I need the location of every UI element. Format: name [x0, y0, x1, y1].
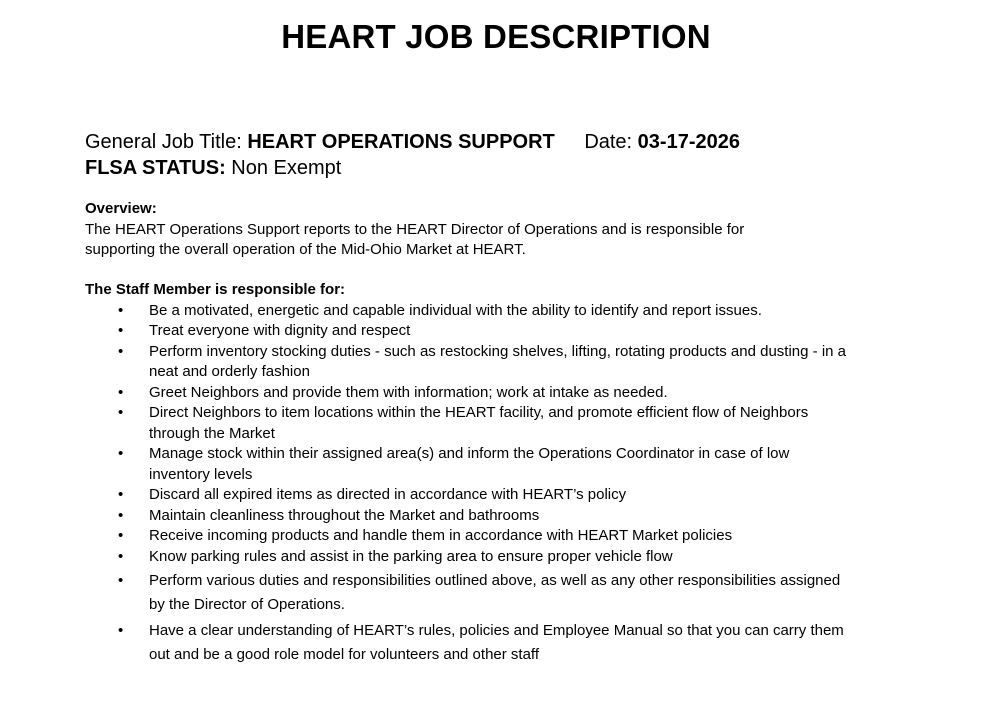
list-item-text: Receive incoming products and handle them in accordance with HEART Market policies [149, 527, 733, 544]
list-item-text: Treat everyone with dignity and respect [149, 322, 411, 339]
bullet-icon: • [118, 622, 124, 639]
flsa-line [85, 155, 740, 181]
list-item-text: Greet Neighbors and provide them with information; work at intake as needed. [149, 383, 668, 401]
bullet-icon: • [118, 383, 124, 401]
job-title-label: General Job Title: [85, 131, 248, 153]
list-item [85, 321, 849, 342]
list-item-text: Be a motivated, energetic and capable individual with the ability to identify and report issues. [149, 301, 762, 319]
job-title-value: HEART OPERATIONS SUPPORT [247, 131, 555, 153]
responsibilities-heading: The Staff Member is responsible for: [85, 281, 346, 298]
list-item [85, 619, 849, 667]
list-item-text: Perform various duties and responsibilities outlined above, as well as any other responsibilities assigned by the Director of Operations. [149, 572, 841, 613]
flsa-label: FLSA STATUS: [85, 157, 226, 179]
date-label: Date: [584, 131, 638, 153]
bullet-icon: • [118, 506, 124, 524]
bullet-icon: • [118, 404, 124, 421]
list-item-text: Perform inventory stocking duties - such as restocking shelves, lifting, rotating products and dusting - in a neat and orderly fashion [149, 342, 847, 380]
flsa-value: Non Exempt [225, 157, 342, 179]
list-item [85, 444, 849, 485]
bullet-icon: • [118, 342, 124, 360]
overview-body: The HEART Operations Support reports to the HEART Director of Operations and is responsible for supporting the overall operation of the Mid-Ohio Market at HEART. [85, 220, 745, 258]
list-item [85, 403, 849, 444]
list-item-text: Discard all expired items as directed in accordance with HEART’s policy [149, 486, 627, 503]
list-item [85, 547, 849, 568]
job-title-line [85, 129, 740, 155]
list-item-text: Have a clear understanding of HEART’s rules, policies and Employee Manual so that you can carry them out and be a good role model for volunteers and other staff [149, 622, 844, 663]
list-item [85, 342, 849, 383]
list-item-text: Direct Neighbors to item locations within the HEART facility, and promote efficient flow of Neighbors through the Market [149, 404, 809, 442]
bullet-icon: • [118, 301, 124, 319]
overview-heading: Overview: [85, 200, 157, 217]
list-item-text: Know parking rules and assist in the parking area to ensure proper vehicle flow [149, 547, 673, 565]
responsibilities-list [85, 301, 865, 668]
list-item [85, 301, 849, 322]
bullet-icon: • [118, 486, 124, 503]
list-item [85, 506, 849, 527]
bullet-icon: • [118, 445, 124, 462]
list-item-text: Manage stock within their assigned area(s) and inform the Operations Coordinator in case of low inventory levels [149, 445, 790, 483]
list-item [85, 485, 849, 506]
date-value: 03-17-2026 [637, 131, 740, 153]
overview-section [85, 199, 805, 261]
list-item [85, 526, 849, 547]
list-item-text: Maintain cleanliness throughout the Market and bathrooms [149, 506, 540, 524]
list-item [85, 383, 849, 404]
list-item [85, 569, 849, 617]
bullet-icon: • [118, 547, 124, 565]
responsibilities-section [85, 280, 865, 667]
bullet-icon: • [118, 322, 124, 339]
bullet-icon: • [118, 572, 124, 589]
document-title: HEART JOB DESCRIPTION [281, 18, 711, 55]
job-meta [85, 129, 740, 181]
bullet-icon: • [118, 527, 124, 544]
